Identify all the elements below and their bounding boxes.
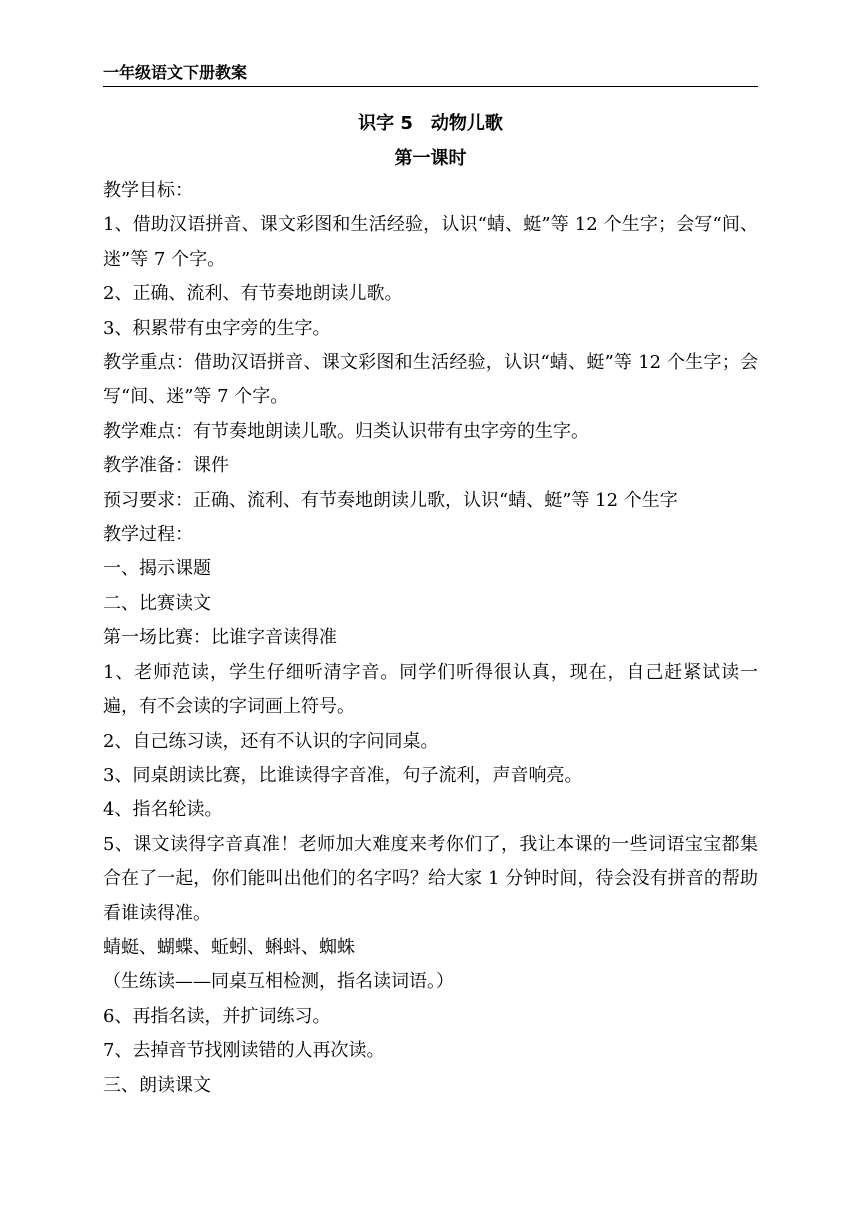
paragraph: 三、朗读课文 xyxy=(103,1074,211,1096)
paragraph: 3、积累带有虫字旁的生字。 xyxy=(103,317,331,339)
page-header: 一年级语文下册教案 xyxy=(103,62,758,87)
paragraph: 二、比赛读文 xyxy=(103,592,211,614)
paragraph: 蜻蜓、蝴蝶、蚯蚓、蝌蚪、蜘蛛 xyxy=(103,936,355,958)
paragraph: 7、去掉音节找刚读错的人再次读。 xyxy=(103,1040,385,1062)
paragraph: 教学重点：借助汉语拼音、课文彩图和生活经验，认识“蜻、蜓”等 12 个生字；会写“间、迷”等 7 个字。 xyxy=(103,352,758,408)
paragraph: 一、揭示课题 xyxy=(103,558,211,580)
lesson-body xyxy=(103,174,758,1103)
paragraph: 第一场比赛：比谁字音读得准 xyxy=(103,627,337,649)
paragraph: 2、正确、流利、有节奏地朗读儿歌。 xyxy=(103,283,403,305)
paragraph: 教学目标： xyxy=(103,180,193,201)
paragraph: （生练读——同桌互相检测，指名读词语。） xyxy=(103,971,454,993)
paragraph: 1、借助汉语拼音、课文彩图和生活经验，认识“蜻、蜓”等 12 个生字；会写“间、迷”等 7 个字。 xyxy=(103,214,758,270)
paragraph: 5、课文读得字音真准！老师加大难度来考你们了，我让本课的一些词语宝宝都集合在了一起，你们能叫出他们的名字吗？给大家 1 分钟时间，待会没有拼音的帮助看谁读得准。 xyxy=(103,833,758,924)
paragraph: 教学难点：有节奏地朗读儿歌。归类认识带有虫字旁的生字。 xyxy=(103,420,589,442)
paragraph: 4、指名轮读。 xyxy=(103,799,223,821)
paragraph: 6、再指名读，并扩词练习。 xyxy=(103,1005,331,1027)
paragraph: 2、自己练习读，还有不认识的字问同桌。 xyxy=(103,730,439,752)
lesson-subtitle: 第一课时 xyxy=(394,148,467,169)
paragraph: 教学准备：课件 xyxy=(103,455,229,477)
paragraph: 3、同桌朗读比赛，比谁读得字音准，句子流利，声音响亮。 xyxy=(103,764,583,786)
paragraph: 1、老师范读，学生仔细听清字音。同学们听得很认真，现在，自己赶紧试读一遍，有不会读的字词画上符号。 xyxy=(103,661,758,718)
lesson-title: 识字 5 动物儿歌 xyxy=(358,113,503,134)
paragraph: 预习要求：正确、流利、有节奏地朗读儿歌，认识“蜻、蜓”等 12 个生字 xyxy=(103,489,678,511)
paragraph: 教学过程： xyxy=(103,524,193,546)
